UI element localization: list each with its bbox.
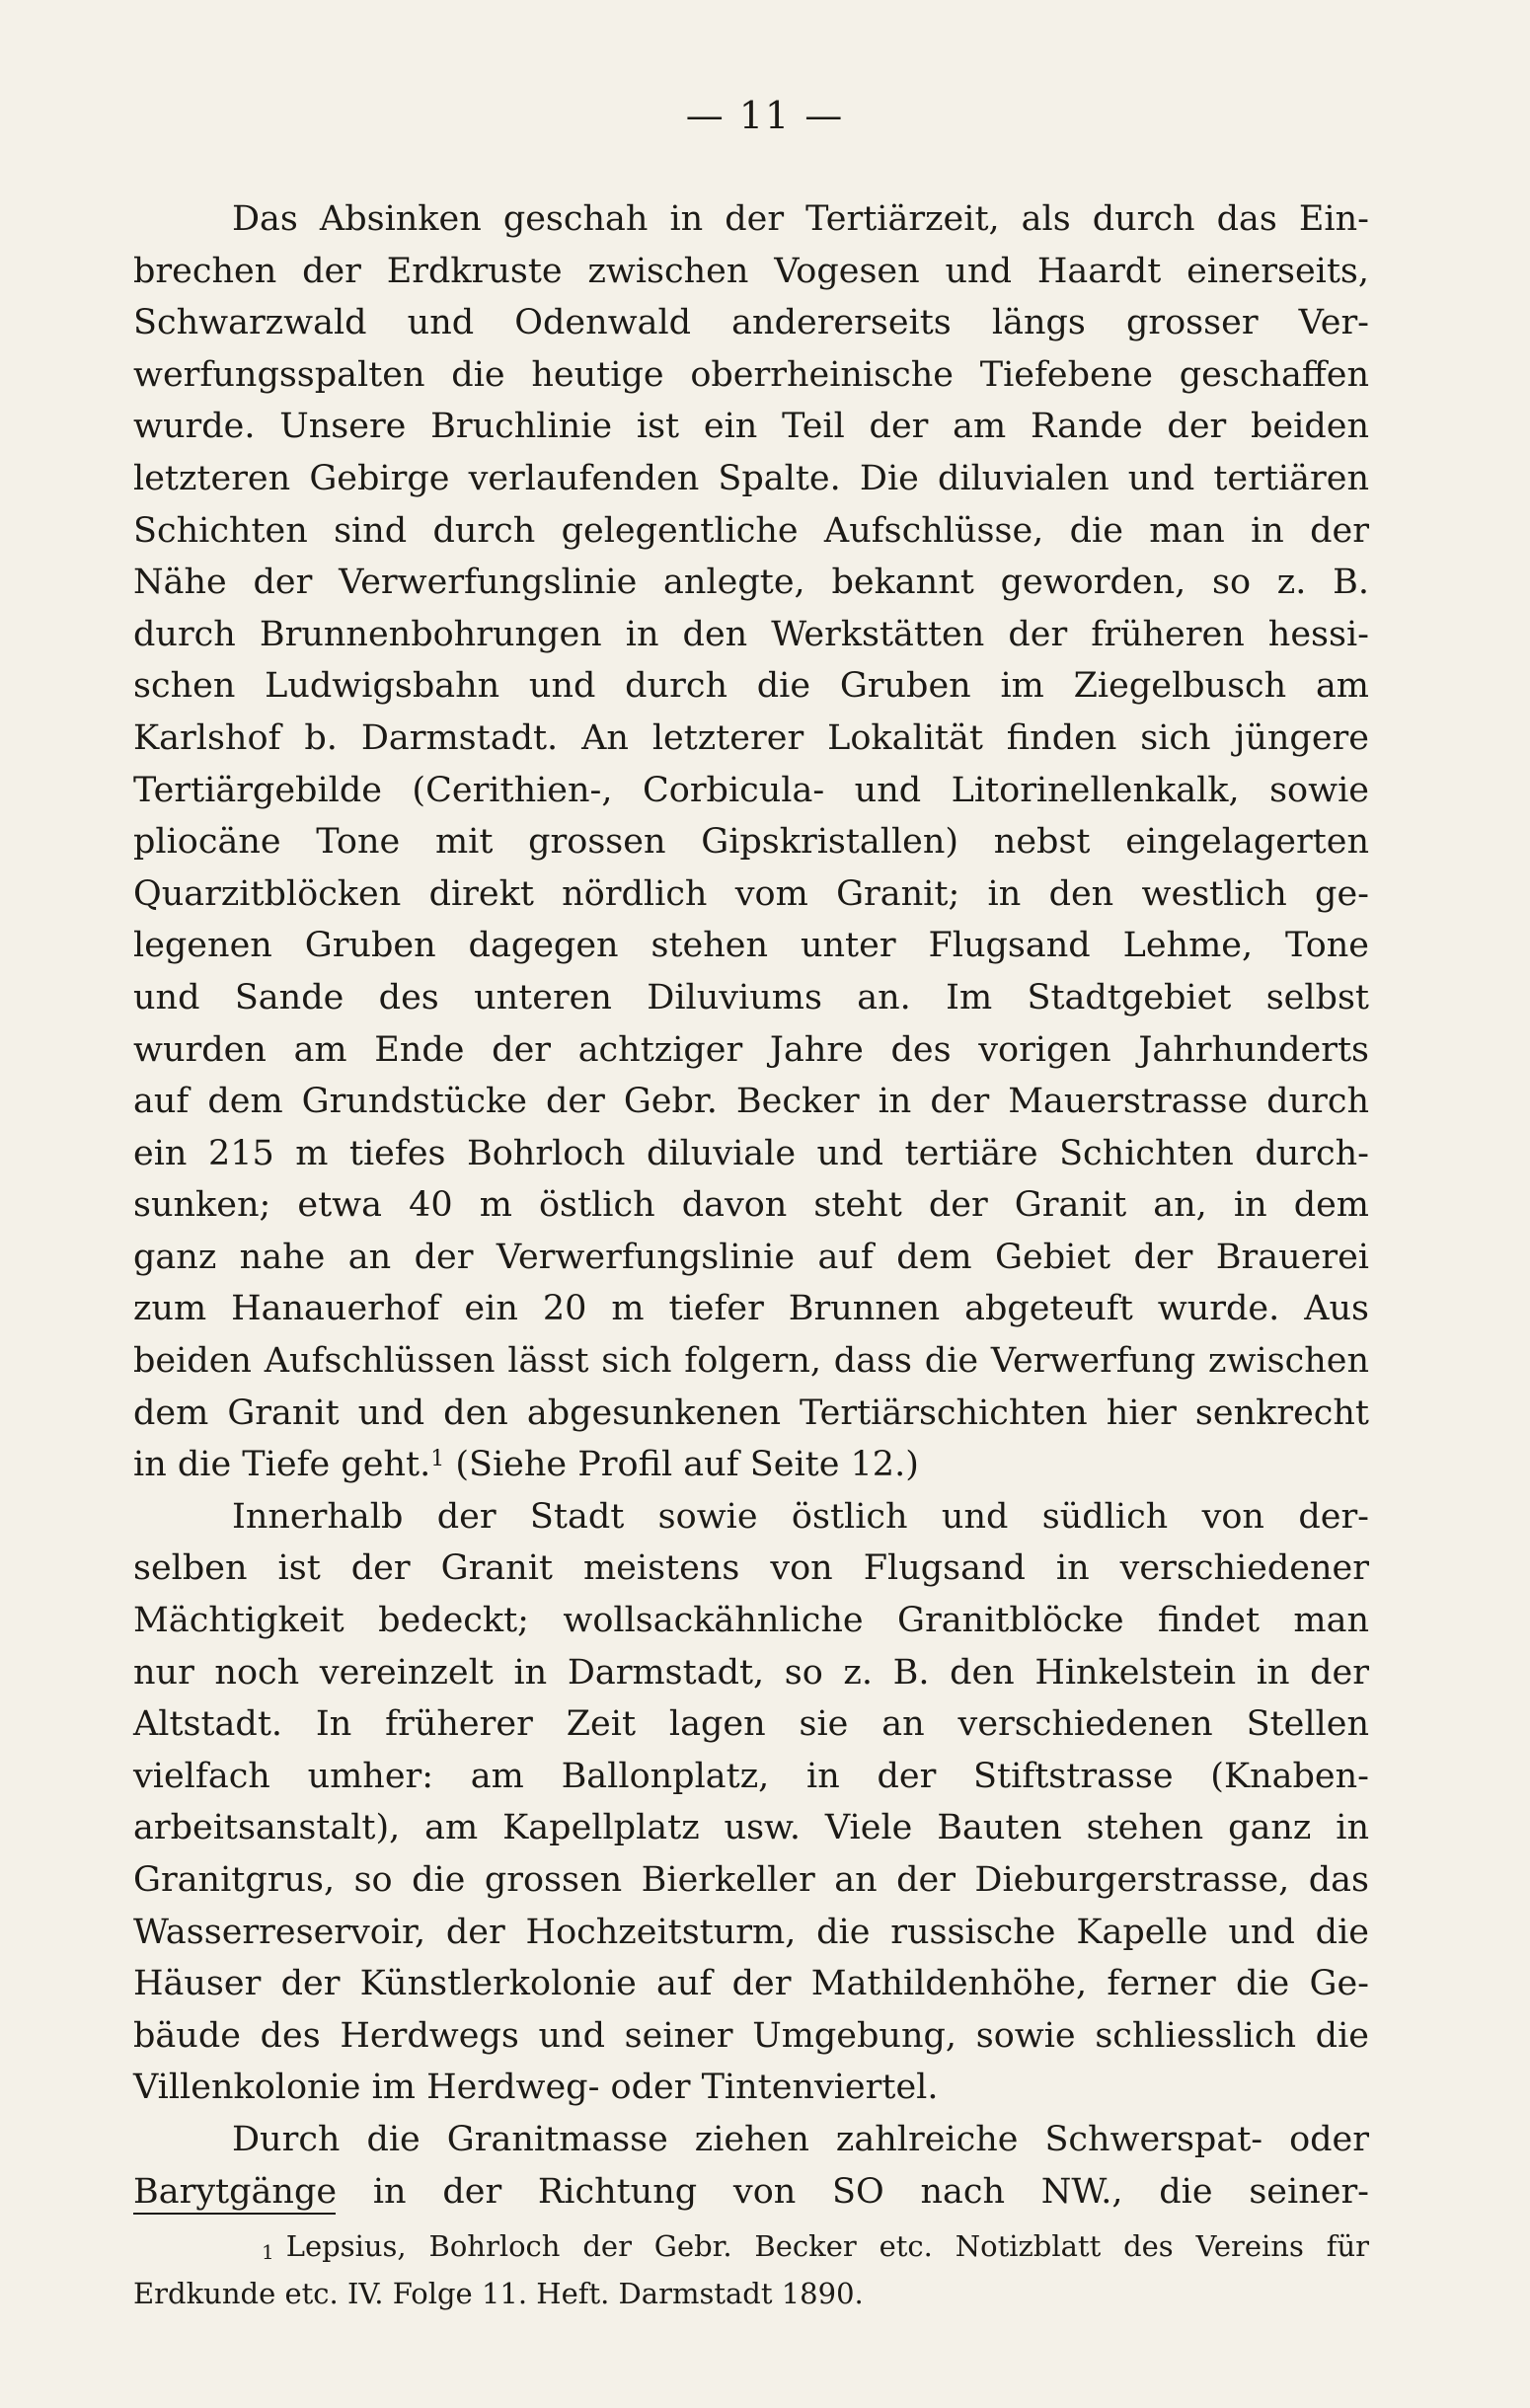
text-line: Karlshof b. Darmstadt. An letzterer Lokalität finden sich jüngere [133,717,1369,758]
text-line: letzteren Gebirge verlaufenden Spalte. Die diluvialen und tertiären [133,458,1369,498]
text-line: Wasserreservoir, der Hochzeitsturm, die russische Kapelle und die [133,1912,1369,1952]
text-line: Schichten sind durch gelegentliche Aufschlüsse, die man in der [133,510,1369,551]
text-line: Das Absinken geschah in der Tertiärzeit, als durch das Ein- [232,199,1369,239]
text-line: legenen Gruben dagegen stehen unter Flugsand Lehme, Tone [133,926,1369,966]
text-line: auf dem Grundstücke der Gebr. Becker in der Mauerstrasse durch [133,1082,1369,1122]
text-line: bäude des Herdwegs und seiner Umgebung, sowie schliesslich die [133,2015,1369,2056]
footnote-mark: 1 [262,2240,274,2264]
text-line: pliocäne Tone mit grossen Gipskristallen) nebst eingelagerten [133,822,1369,863]
text-line: Nähe der Verwerfungslinie anlegte, bekannt geworden, so z. B. [133,563,1369,603]
text-line: Schwarzwald und Odenwald andererseits längs grosser Ver- [133,303,1369,343]
text-line: und Sande des unteren Diluviums an. Im Stadtgebiet selbst [133,977,1369,1017]
text-line: selben ist der Granit meistens von Flugsand in verschiedener [133,1548,1369,1589]
text-line: Villenkolonie im Herdweg- oder Tintenviertel. [133,2068,939,2108]
text-line: zum Hanauerhof ein 20 m tiefer Brunnen abgeteuft wurde. Aus [133,1289,1369,1329]
text-fragment: (Siehe Profil auf Seite 12.) [444,1445,919,1485]
text-line: Häuser der Künstlerkolonie auf der Mathildenhöhe, ferner die Ge- [133,1964,1369,2004]
text-fragment: in die Tiefe geht. [133,1445,431,1485]
text-line: Durch die Granitmasse ziehen zahlreiche Schwerspat- oder [232,2119,1369,2159]
text-line: brechen der Erdkruste zwischen Vogesen und Haardt einerseits, [133,251,1369,291]
text-line: ganz nahe an der Verwerfungslinie auf dem Gebiet der Brauerei [133,1237,1369,1277]
text-line: arbeitsanstalt), am Kapellplatz usw. Viele Bauten stehen ganz in [133,1808,1369,1848]
footnote-text: Lepsius, Bohrloch der Gebr. Becker etc. Notizblatt des Vereins für [285,2229,1369,2263]
footnote [133,2222,1369,2317]
text-line: Altstadt. In früherer Zeit lagen sie an verschiedenen Stellen [133,1704,1369,1745]
footnote-reference[interactable]: 1 [430,1447,445,1472]
text-line: dem Granit und den abgesunkenen Tertiärschichten hier senkrecht [133,1392,1369,1433]
footnote-divider [133,2213,336,2215]
page-number: — 11 — [685,94,845,137]
text-line: durch Brunnenbohrungen in den Werkstätten der früheren hessi- [133,614,1369,654]
footnote-line [133,2222,1369,2270]
paragraph-1 [133,193,1369,2218]
text-line: wurde. Unsere Bruchlinie ist ein Teil der am Rande der beiden [133,407,1369,447]
text-line [133,1439,1369,1491]
text-line: Quarzitblöcken direkt nördlich vom Granit; in den westlich ge- [133,873,1369,914]
text-line: ein 215 m tiefes Bohrloch diluviale und tertiäre Schichten durch- [133,1133,1369,1173]
text-line: Mächtigkeit bedeckt; wollsackähnliche Granitblöcke findet man [133,1601,1369,1641]
text-line: werfungsspalten die heutige oberrheinische Tiefebene geschaffen [133,354,1369,395]
text-line: Tertiärgebilde (Cerithien-, Corbicula- und Litorinellenkalk, sowie [133,770,1369,810]
text-line: wurden am Ende der achtziger Jahre des vorigen Jahrhunderts [133,1029,1369,1070]
text-line: Barytgänge in der Richtung von SO nach NW., die seiner- [133,2171,1369,2212]
footnote-line: Erdkunde etc. IV. Folge 11. Heft. Darmstadt 1890. [133,2277,864,2310]
text-line: nur noch vereinzelt in Darmstadt, so z. B. den Hinkelstein in der [133,1652,1369,1693]
text-line: beiden Aufschlüssen lässt sich folgern, dass die Verwerfung zwischen [133,1341,1369,1382]
text-line: schen Ludwigsbahn und durch die Gruben im Ziegelbusch am [133,666,1369,707]
text-line: Granitgrus, so die grossen Bierkeller an der Dieburgerstrasse, das [133,1860,1369,1900]
text-line: vielfach umher: am Ballonplatz, in der Stiftstrasse (Knaben- [133,1756,1369,1796]
text-line: sunken; etwa 40 m östlich davon steht der Granit an, in dem [133,1185,1369,1226]
text-line: Innerhalb der Stadt sowie östlich und südlich von der- [232,1496,1369,1537]
